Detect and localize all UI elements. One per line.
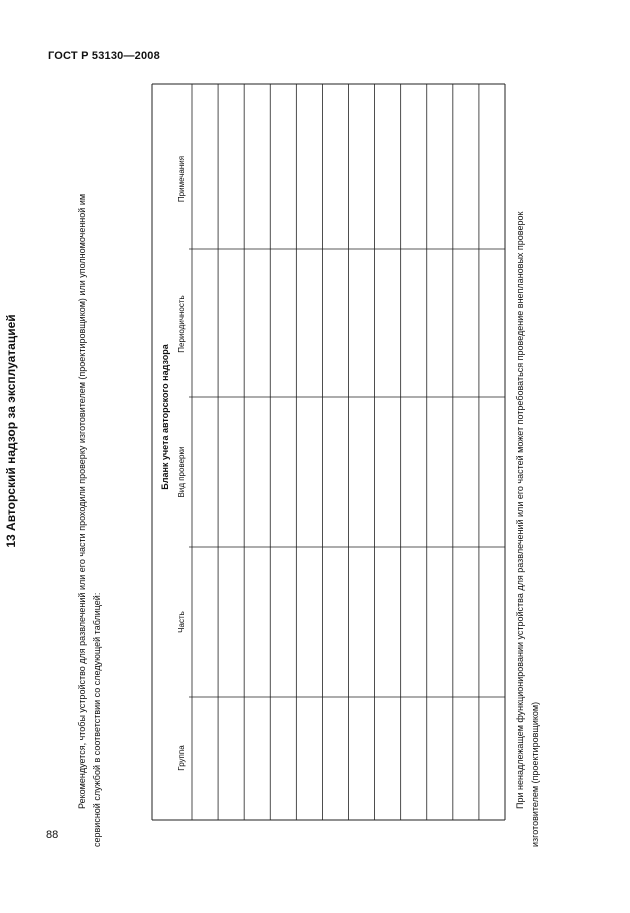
section-title: 13 Авторский надзор за эксплуатацией bbox=[4, 314, 18, 548]
form-caption: Бланк учета авторского надзора bbox=[160, 344, 170, 490]
footnote-line: изготовителем (проектировщиком) bbox=[530, 701, 540, 847]
column-header-part: Часть bbox=[177, 611, 186, 633]
inspection-form bbox=[40, 84, 570, 847]
footnote-line: При ненадлежащем функционировании устройства для развлечений или его частей может потребоваться проведение внеплановых проверок bbox=[515, 211, 525, 809]
column-header-group: Группа bbox=[177, 745, 186, 771]
paragraph-line: сервисной службой в соответствии со следующей таблицей: bbox=[92, 592, 102, 847]
document-header: ГОСТ Р 53130—2008 bbox=[48, 50, 160, 62]
column-header-notes: Примечания bbox=[177, 155, 186, 203]
page-number: 88 bbox=[46, 829, 59, 841]
footnote bbox=[513, 84, 543, 847]
column-header-check-type: Вид проверки bbox=[177, 446, 186, 498]
rotated-content bbox=[4, 84, 570, 847]
paragraph-line: Рекомендуется, чтобы устройство для развлечений или его части проходили проверку изготовителем (проектировщиком) или уполномоченной им bbox=[77, 193, 87, 809]
column-header-periodicity: Периодичность bbox=[177, 295, 186, 353]
form-grid bbox=[40, 84, 570, 847]
